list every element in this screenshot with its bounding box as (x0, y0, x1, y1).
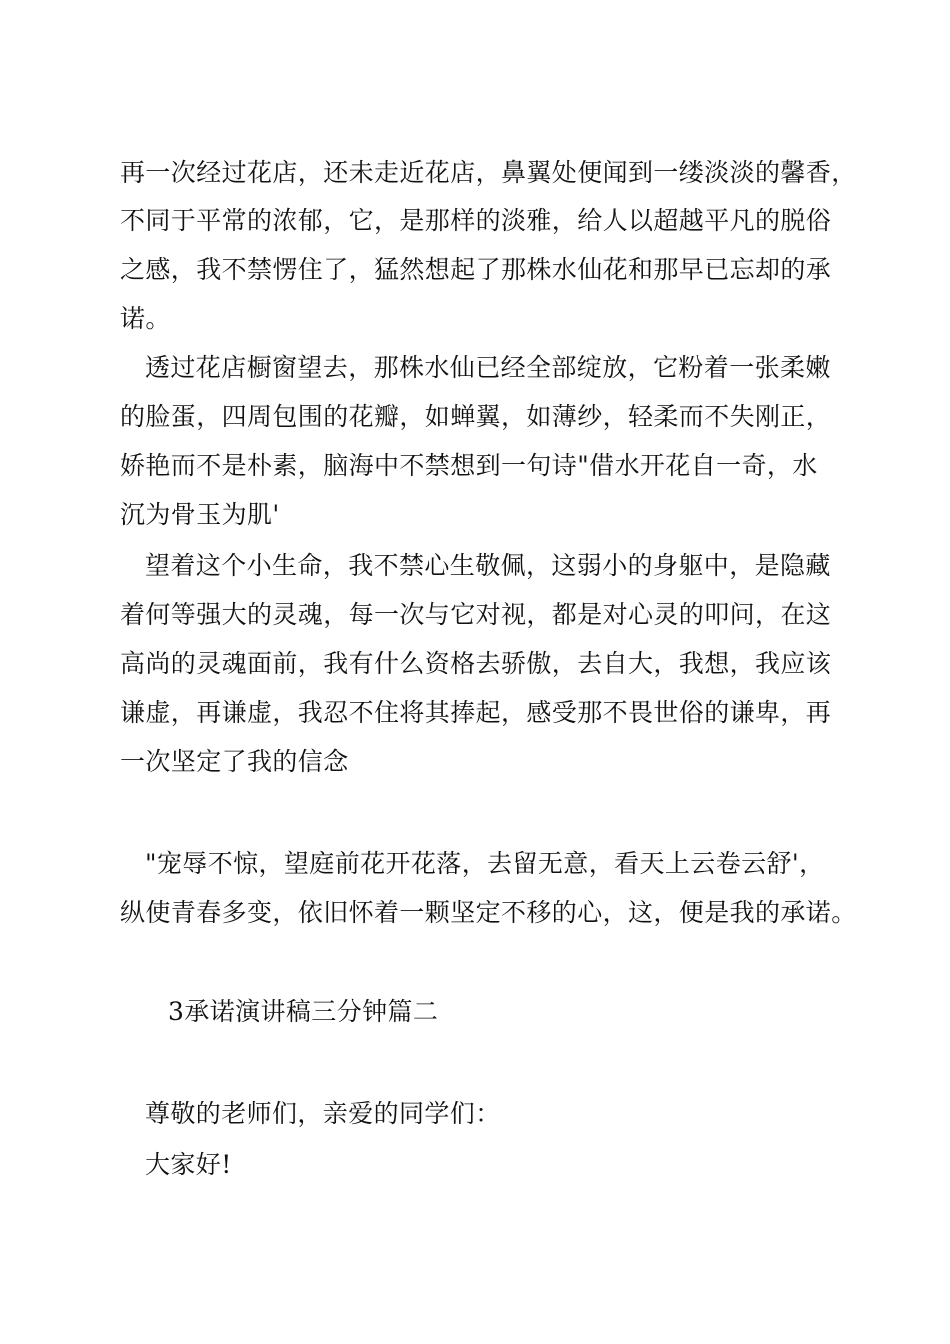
paragraph-3-line-3: 高尚的灵魂面前，我有什么资格去骄傲，去自大，我想，我应该 (120, 649, 832, 678)
paragraph-3-line-5: 一次坚定了我的信念 (120, 747, 349, 776)
paragraph-3-line-4: 谦虚，再谦虚，我忍不住将其捧起，感受那不畏世俗的谦卑，再 (120, 698, 832, 727)
paragraph-1-line-1: 再一次经过花店，还未走近花店，鼻翼处便闻到一缕淡淡的馨香， (120, 158, 857, 187)
paragraph-1-line-4: 诺。 (120, 304, 171, 333)
paragraph-1-line-2: 不同于平常的浓郁，它，是那样的淡雅，给人以超越平凡的脱俗 (120, 206, 832, 235)
paragraph-1-line-3: 之感，我不禁愣住了，猛然想起了那株水仙花和那早已忘却的承 (120, 255, 832, 284)
paragraph-3-line-2: 着何等强大的灵魂，每一次与它对视，都是对心灵的叩问，在这 (120, 600, 832, 629)
paragraph-4-line-1: "宠辱不惊，望庭前花开花落，去留无意，看天上云卷云舒'， (145, 849, 825, 878)
paragraph-2-line-4: 沉为骨玉为肌' (120, 500, 280, 529)
paragraph-2-line-3: 娇艳而不是朴素，脑海中不禁想到一句诗"借水开花自一奇，水 (120, 451, 818, 480)
greeting: 大家好! (145, 1150, 232, 1179)
salutation: 尊敬的老师们，亲爱的同学们： (145, 1099, 501, 1128)
paragraph-3-line-1: 望着这个小生命，我不禁心生敬佩，这弱小的身躯中，是隐藏 (145, 551, 831, 580)
paragraph-2-line-1: 透过花店橱窗望去，那株水仙已经全部绽放，它粉着一张柔嫩 (145, 353, 831, 382)
paragraph-2-line-2: 的脸蛋，四周包围的花瓣，如蝉翼，如薄纱，轻柔而不失刚正， (120, 402, 832, 431)
paragraph-4-line-2: 纵使青春多变，依旧怀着一颗坚定不移的心，这，便是我的承诺。 (120, 898, 857, 927)
section-heading: 3承诺演讲稿三分钟篇二 (168, 997, 439, 1026)
